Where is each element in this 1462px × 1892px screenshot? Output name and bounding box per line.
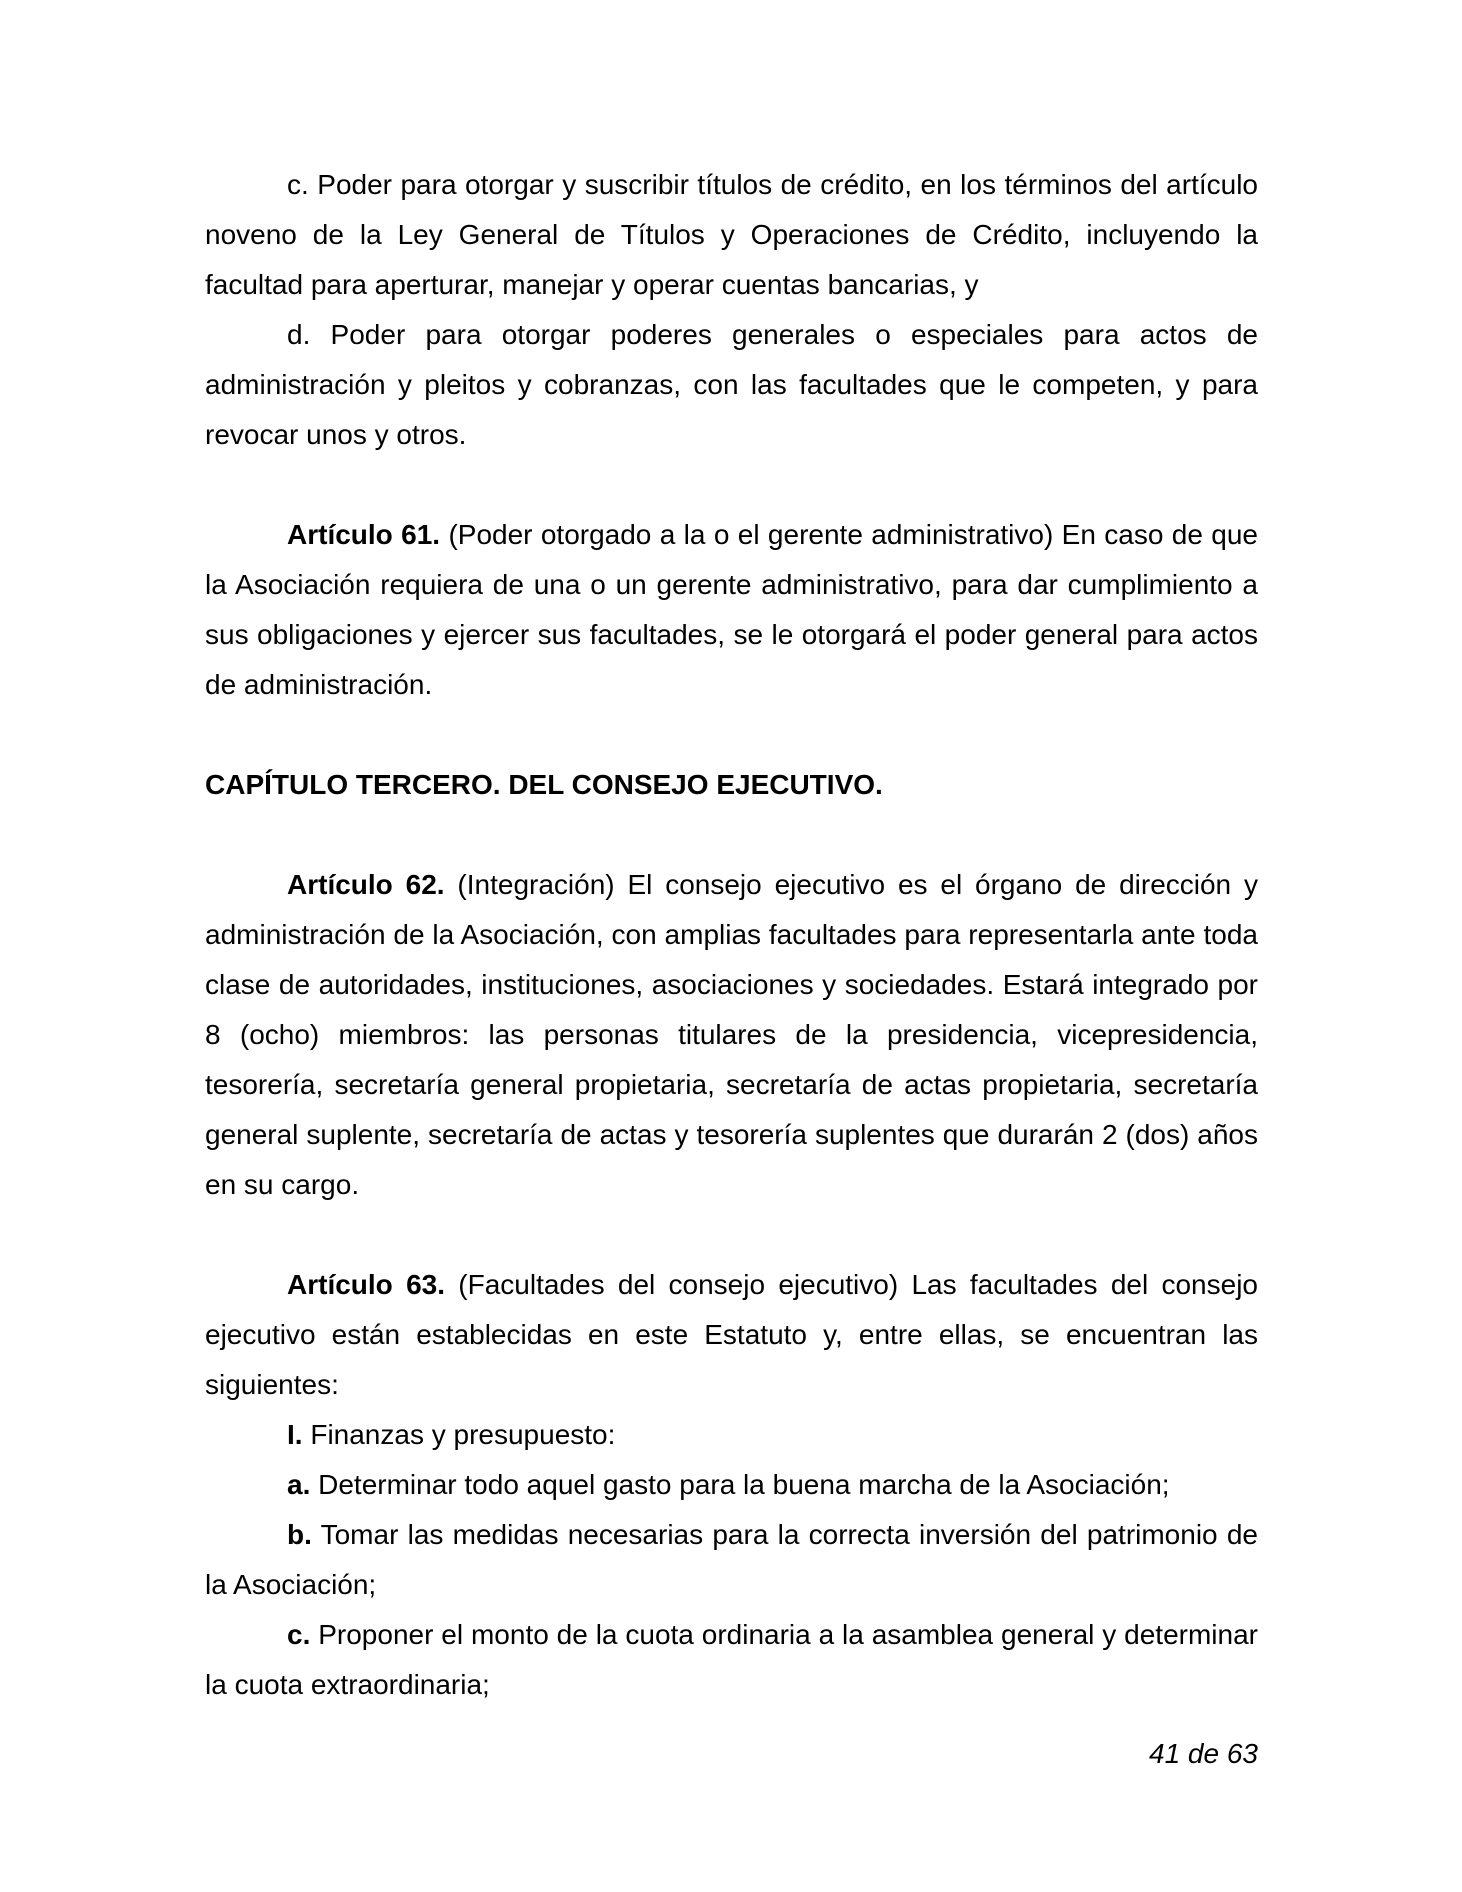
paragraph-text: Tomar las medidas necesarias para la correcta inversión del patrimonio de la Asociación; bbox=[205, 1519, 1258, 1600]
list-label: c. bbox=[287, 1619, 311, 1650]
paragraph-articulo-63 bbox=[205, 1260, 1258, 1410]
articulo-61-label: Artículo 61. bbox=[287, 519, 441, 550]
articulo-62-label: Artículo 62. bbox=[287, 869, 445, 900]
paragraph-text: Proponer el monto de la cuota ordinaria a la asamblea general y determinar la cuota extraordinaria; bbox=[205, 1619, 1258, 1700]
chapter-heading-text: CAPÍTULO TERCERO. DEL CONSEJO EJECUTIVO. bbox=[205, 769, 883, 800]
paragraph-text: (Integración) El consejo ejecutivo es el órgano de dirección y administración de la Asociación, con amplias facultades para representarla ante toda clase de autoridades, instituciones, asociaciones y sociedades. Estará integrado por 8 (ocho) miembros: las personas titulares de la presidencia, vicepresidencia, tesorería, secretaría general propietaria, secretaría de actas propietaria, secretaría general suplente, secretaría de actas y tesorería suplentes que durarán 2 (dos) años en su cargo. bbox=[205, 869, 1258, 1200]
list-label: a. bbox=[287, 1469, 311, 1500]
paragraph-text: (Facultades del consejo ejecutivo) Las facultades del consejo ejecutivo están establecidas en este Estatuto y, entre ellas, se encuentran las siguientes: bbox=[205, 1269, 1258, 1400]
list-item-finanzas bbox=[205, 1410, 1258, 1460]
paragraph-item-d-general-powers bbox=[205, 310, 1258, 460]
list-item-a-gastos bbox=[205, 1460, 1258, 1510]
page-number bbox=[205, 1729, 1258, 1779]
paragraph-text: Determinar todo aquel gasto para la buena marcha de la Asociación; bbox=[310, 1469, 1170, 1500]
list-item-c-cuota bbox=[205, 1610, 1258, 1710]
paragraph-text: Finanzas y presupuesto: bbox=[302, 1419, 616, 1450]
paragraph-text: (Poder otorgado a la o el gerente administrativo) En caso de que la Asociación requiera de una o un gerente administrativo, para dar cumplimiento a sus obligaciones y ejercer sus facultades, se le otorgará el poder general para actos de administración. bbox=[205, 519, 1259, 700]
paragraph-articulo-62 bbox=[205, 860, 1258, 1210]
list-label: b. bbox=[287, 1519, 312, 1550]
list-label: I. bbox=[287, 1419, 303, 1450]
chapter-heading-tercero bbox=[205, 760, 1258, 810]
paragraph-item-c-credit-titles bbox=[205, 160, 1258, 310]
list-item-b-inversion bbox=[205, 1510, 1258, 1610]
articulo-63-label: Artículo 63. bbox=[287, 1269, 445, 1300]
paragraph-articulo-61 bbox=[205, 510, 1258, 710]
page-number-text: 41 de 63 bbox=[1149, 1738, 1258, 1769]
document-body bbox=[205, 160, 1258, 1710]
paragraph-text: c. Poder para otorgar y suscribir títulos de crédito, en los términos del artículo noveno de la Ley General de Títulos y Operaciones de Crédito, incluyendo la facultad para aperturar, manejar y operar cuentas bancarias, y bbox=[205, 169, 1258, 300]
paragraph-text: d. Poder para otorgar poderes generales o especiales para actos de administración y pleitos y cobranzas, con las facultades que le competen, y para revocar unos y otros. bbox=[205, 319, 1258, 450]
